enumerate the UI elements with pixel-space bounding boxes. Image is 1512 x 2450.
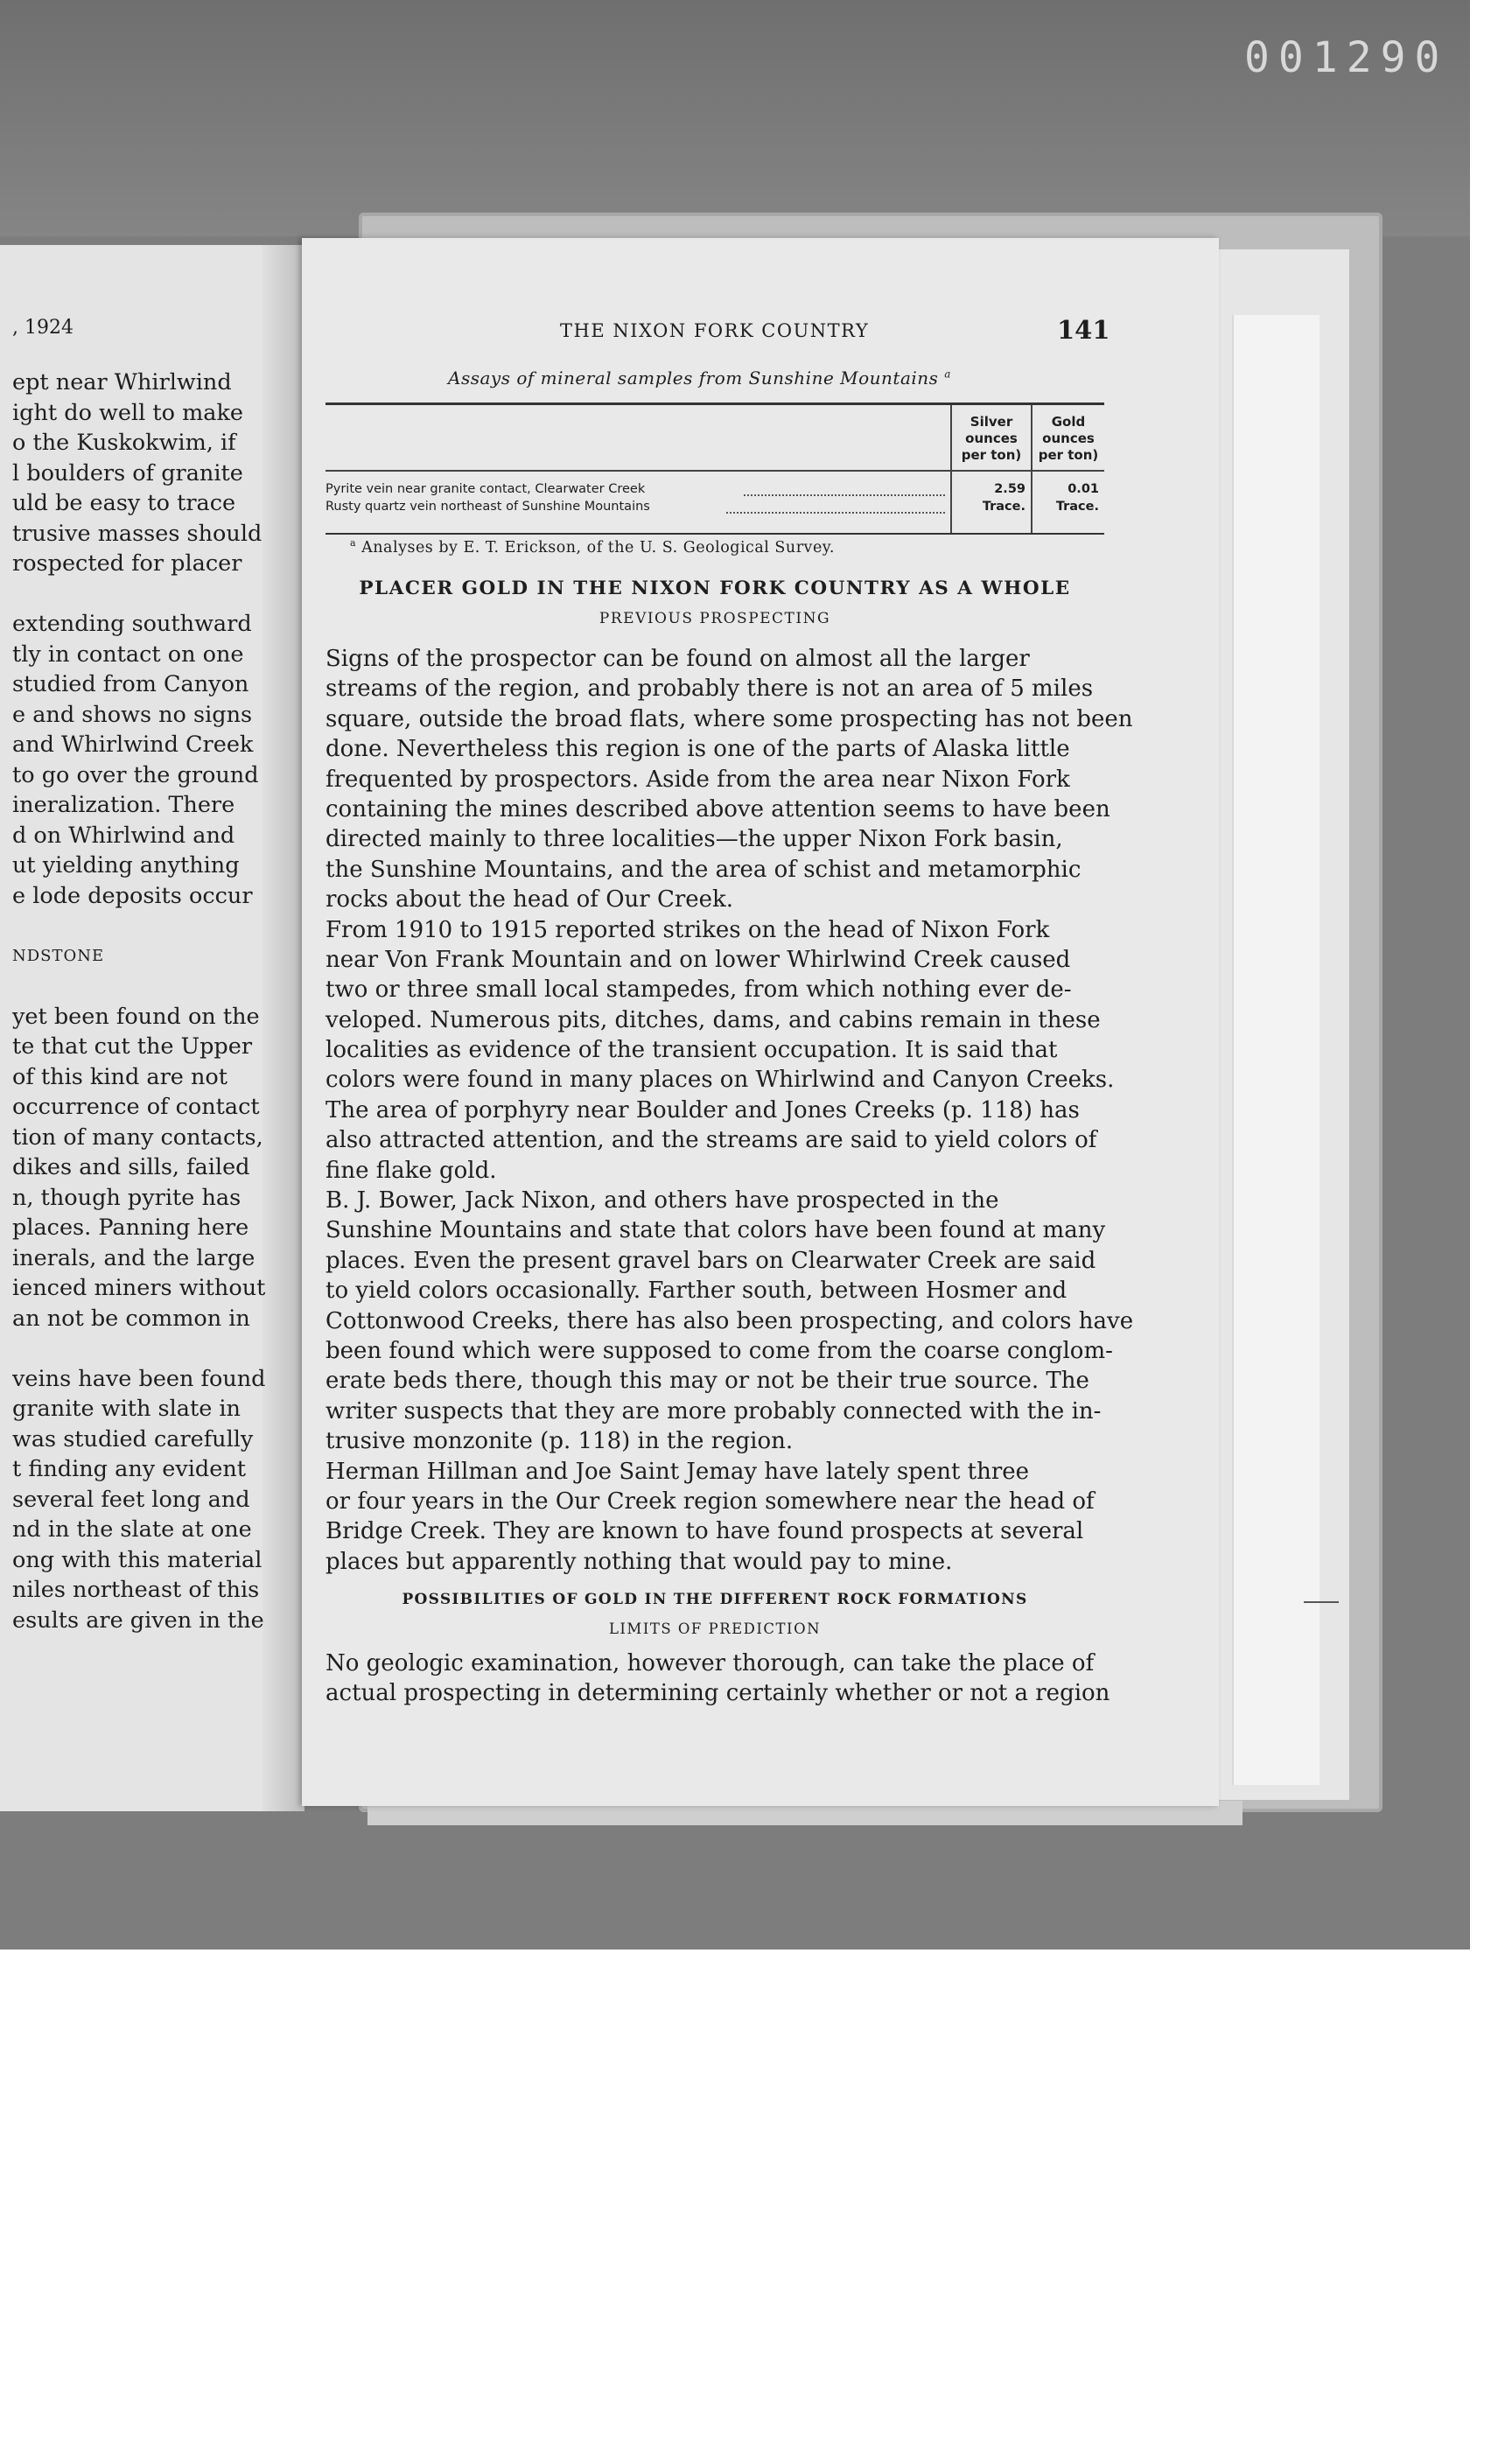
left-text-line: o the Kuskokwim, if bbox=[12, 430, 236, 456]
table-footnote bbox=[350, 537, 835, 556]
left-text-line: ept near Whirlwind bbox=[12, 369, 232, 396]
left-text-line: several feet long and bbox=[12, 1486, 250, 1513]
body-text-line: Cottonwood Creeks, there has also been prospecting, and colors have bbox=[326, 1307, 1134, 1334]
body-text bbox=[326, 644, 1134, 1577]
left-text-line: niles northeast of this bbox=[12, 1577, 260, 1603]
table-row bbox=[326, 482, 1104, 500]
leader-dots bbox=[726, 512, 945, 514]
left-text-line: tly in contact on one bbox=[12, 640, 244, 668]
left-text-line: of this kind are not bbox=[12, 1063, 228, 1090]
body-text-line: square, outside the broad flats, where some prospecting has not been bbox=[326, 705, 1133, 732]
subheading-limits-of-prediction: LIMITS OF PREDICTION bbox=[608, 1620, 822, 1637]
body-text-line: the Sunshine Mountains, and the area of schist and metamorphic bbox=[326, 856, 1082, 883]
leader-dots bbox=[744, 494, 945, 496]
left-text-line: t finding any evident bbox=[12, 1456, 246, 1482]
body-text-line: two or three small local stampedes, from which nothing ever de- bbox=[326, 976, 1072, 1004]
left-text-line: te that cut the Upper bbox=[12, 1033, 253, 1060]
left-text-line: granite with slate in bbox=[12, 1396, 241, 1422]
body-text-line: veloped. Numerous pits, ditches, dams, and cabins remain in these bbox=[326, 1006, 1101, 1033]
body-text-line: actual prospecting in determining certainly whether or not a region bbox=[326, 1680, 1110, 1707]
left-text-line bbox=[12, 579, 268, 610]
left-text-line: dikes and sills, failed bbox=[12, 1154, 250, 1180]
body-text-line: places but apparently nothing that would pay to mine. bbox=[326, 1548, 953, 1575]
left-text-line: was studied carefully bbox=[12, 1425, 254, 1452]
row-silver-value: 2.59 bbox=[994, 482, 1026, 496]
scan-mark bbox=[1304, 1601, 1339, 1603]
section-heading: PLACER GOLD IN THE NIXON FORK COUNTRY AS A WHOLE bbox=[359, 578, 1071, 599]
footnote-mark: a bbox=[350, 537, 357, 549]
left-text-line: e lode deposits occur bbox=[12, 882, 253, 909]
body-text-line: B. J. Bower, Jack Nixon, and others have prospected in the bbox=[326, 1187, 999, 1214]
body-text-line: localities as evidence of the transient occupation. It is said that bbox=[326, 1037, 1058, 1064]
row-gold-value: Trace. bbox=[1055, 500, 1099, 514]
page-edges-inner bbox=[1232, 315, 1320, 1785]
body-text-line: to yield colors occasionally. Farther south, between Hosmer and bbox=[326, 1278, 1068, 1305]
left-text-line bbox=[12, 971, 268, 1002]
body-text-line: places. Even the present gravel bars on Clearwater Creek are said bbox=[326, 1247, 1096, 1274]
left-text-line: an not be common in bbox=[12, 1305, 250, 1332]
body-text-line: The area of porphyry near Boulder and Jones Creeks (p. 118) has bbox=[326, 1096, 1080, 1124]
row-gold-value: 0.01 bbox=[1068, 482, 1099, 496]
left-text-line: extending southward bbox=[12, 611, 252, 637]
left-text-line: e and shows no signs bbox=[12, 701, 253, 728]
left-text-line: n, though pyrite has bbox=[12, 1184, 242, 1211]
body-text-line: Bridge Creek. They are known to have found prospects at several bbox=[326, 1518, 1084, 1545]
body-text-line: Herman Hillman and Joe Saint Jemay have lately spent three bbox=[326, 1458, 1030, 1485]
body-text-line: fine flake gold. bbox=[326, 1157, 497, 1184]
left-text-line: inerals, and the large bbox=[12, 1244, 256, 1271]
body-text-line: done. Nevertheless this region is one of the parts of Alaska little bbox=[326, 736, 1070, 763]
column-header-silver: Silver ounces per ton) bbox=[961, 414, 1022, 463]
left-text-line: trusive masses should bbox=[12, 520, 262, 547]
left-text-line: ienced miners without bbox=[12, 1275, 266, 1301]
row-description: Pyrite vein near granite contact, Clearwater Creek bbox=[326, 482, 646, 496]
table-caption-note-mark: a bbox=[944, 368, 951, 381]
left-text-line: studied from Canyon bbox=[12, 671, 249, 697]
left-page-text bbox=[12, 368, 268, 1635]
subheading-possibilities: POSSIBILITIES OF GOLD IN THE DIFFERENT ROCK FORMATIONS bbox=[402, 1591, 1028, 1608]
left-text-line: occurrence of contact bbox=[12, 1094, 260, 1120]
body-text-line: writer suspects that they are more probably connected with the in- bbox=[326, 1397, 1102, 1424]
left-text-line: nd in the slate at one bbox=[12, 1516, 252, 1543]
footnote-text: Analyses by E. T. Erickson, of the U. S. Geological Survey. bbox=[361, 538, 835, 556]
row-silver-value: Trace. bbox=[982, 500, 1026, 514]
left-text-line: esults are given in the bbox=[12, 1606, 264, 1634]
left-text-line: tion of many contacts, bbox=[12, 1124, 263, 1151]
archive-stamp-number: 001290 bbox=[1244, 33, 1449, 82]
body-text-line: also attracted attention, and the streams are said to yield colors of bbox=[326, 1127, 1097, 1154]
row-description: Rusty quartz vein northeast of Sunshine Mountains bbox=[326, 500, 650, 514]
left-text-line bbox=[12, 911, 268, 942]
body-text-line: From 1910 to 1915 reported strikes on the head of Nixon Fork bbox=[326, 916, 1050, 943]
body-text-line: colors were found in many places on Whirlwind and Canyon Creeks. bbox=[326, 1067, 1115, 1094]
body-text-line: Sunshine Mountains and state that colors have been found at many bbox=[326, 1217, 1106, 1244]
body-text-line: directed mainly to three localities—the upper Nixon Fork basin, bbox=[326, 826, 1063, 853]
book-gutter bbox=[262, 245, 304, 1811]
table-caption bbox=[448, 368, 951, 388]
left-text-line: veins have been found bbox=[12, 1365, 266, 1392]
left-text-line: rospected for placer bbox=[12, 550, 242, 577]
body-text-line: erate beds there, though this may or not be their true source. The bbox=[326, 1368, 1089, 1395]
left-text-line: and Whirlwind Creek bbox=[12, 732, 254, 758]
running-head: THE NIXON FORK COUNTRY bbox=[560, 320, 870, 341]
left-text-line: NDSTONE bbox=[12, 946, 105, 965]
body-text-line: frequented by prospectors. Aside from the area near Nixon Fork bbox=[326, 766, 1070, 793]
body-text-continued bbox=[326, 1648, 1110, 1709]
page-number: 141 bbox=[1057, 315, 1110, 345]
body-text-line: Signs of the prospector can be found on almost all the larger bbox=[326, 646, 1030, 672]
assay-table bbox=[326, 402, 1104, 535]
left-text-line: yet been found on the bbox=[12, 1003, 260, 1030]
body-text-line: trusive monzonite (p. 118) in the region. bbox=[326, 1428, 794, 1455]
table-row bbox=[326, 500, 1104, 517]
left-text-line: d on Whirlwind and bbox=[12, 822, 235, 849]
body-text-line: or four years in the Our Creek region somewhere near the head of bbox=[326, 1488, 1095, 1515]
left-text-line: to go over the ground bbox=[12, 761, 259, 788]
left-text-line: ight do well to make bbox=[12, 399, 244, 426]
body-text-line: streams of the region, and probably there is not an area of 5 miles bbox=[326, 676, 1094, 703]
body-text-line: containing the mines described above attention seems to have been bbox=[326, 795, 1110, 822]
left-text-line: places. Panning here bbox=[12, 1214, 249, 1241]
column-header-gold: Gold ounces per ton) bbox=[1038, 414, 1099, 463]
left-text-line: ineralization. There bbox=[12, 792, 235, 818]
header-rule bbox=[326, 470, 1104, 472]
left-text-line: uld be easy to trace bbox=[12, 490, 236, 516]
body-text-line: rocks about the head of Our Creek. bbox=[326, 886, 734, 914]
body-text-line: near Von Frank Mountain and on lower Whirlwind Creek caused bbox=[326, 946, 1071, 973]
left-page-header: , 1924 bbox=[12, 317, 74, 339]
body-text-line: been found which were supposed to come from the coarse conglom- bbox=[326, 1337, 1113, 1364]
left-text-line: l boulders of granite bbox=[12, 459, 243, 486]
left-text-line: ong with this material bbox=[12, 1546, 262, 1573]
table-caption-text: Assays of mineral samples from Sunshine Mountains bbox=[448, 368, 939, 388]
left-text-line: ut yielding anything bbox=[12, 852, 240, 878]
left-text-line bbox=[12, 1334, 268, 1364]
body-text-line: No geologic examination, however thorough, can take the place of bbox=[326, 1650, 1095, 1676]
subheading-previous-prospecting: PREVIOUS PROSPECTING bbox=[598, 610, 831, 627]
